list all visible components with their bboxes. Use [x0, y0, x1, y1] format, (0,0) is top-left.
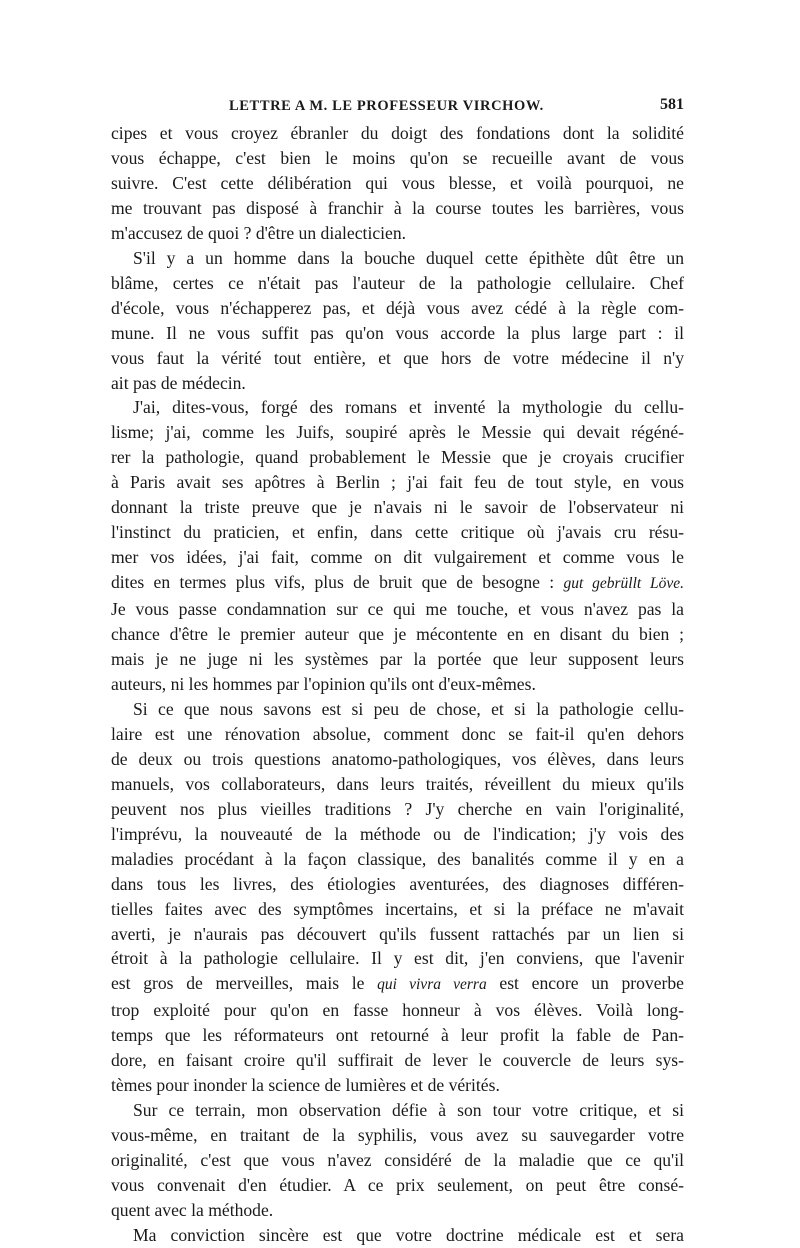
italic-quote: qui vivra verra [377, 976, 487, 994]
text-line: dans tous les livres, des étiologies aventurées, des diagnoses différen- [111, 873, 684, 894]
page-number: 581 [660, 96, 684, 113]
text-line: l'imprévu, la nouveauté de la méthode ou de l'indication; j'y vois des [111, 823, 684, 844]
paragraph [111, 697, 684, 1098]
text-line: quent avec la méthode. [111, 1199, 274, 1220]
text-line: l'instinct du praticien, et enfin, dans cette critique où j'avais cru résu- [111, 522, 684, 543]
text-line: étroit à la pathologie cellulaire. Il y est dit, j'en conviens, que l'avenir [111, 948, 684, 969]
text-line: Sur ce terrain, mon observation défie à son tour votre critique, et si [133, 1100, 684, 1121]
text-line: mais je ne juge ni les systèmes par la portée que leur supposent leurs [111, 649, 684, 670]
text-line: lisme; j'ai, comme les Juifs, soupiré après le Messie qui devait régéné- [111, 422, 684, 443]
text-line: manuels, vos collaborateurs, dans leurs traités, réveillent du mieux qu'ils [111, 773, 684, 794]
text-line: peuvent nos plus vieilles traditions ? J'y cherche en vain l'originalité, [111, 798, 684, 819]
text-line-with-italic [111, 971, 684, 998]
text-line: Je vous passe condamnation sur ce qui me touche, et vous n'avez pas la [111, 599, 684, 620]
text-line: suivre. C'est cette délibération qui vous blesse, et voilà pourquoi, ne [111, 172, 684, 193]
text-line: J'ai, dites-vous, forgé des romans et inventé la mythologie du cellu- [133, 397, 684, 418]
text-line: chance d'être le premier auteur que je mécontente en en disant du bien ; [111, 624, 684, 645]
line-text: dites en termes plus vifs, plus de bruit que de besogne : [111, 572, 564, 593]
text-line: blâme, certes ce n'était pas l'auteur de la pathologie cellulaire. Chef [111, 272, 684, 293]
text-line: mer vos idées, j'ai fait, comme on dit vulgairement et comme vous le [111, 547, 684, 568]
text-line: rer la pathologie, quand probablement le Messie que je croyais crucifier [111, 447, 684, 468]
text-line: à Paris avait ses apôtres à Berlin ; j'ai fait feu de tout style, en vous [111, 472, 684, 493]
text-line: m'accusez de quoi ? d'être un dialecticien. [111, 222, 407, 243]
italic-quote: gut gebrüllt Löve. [563, 575, 684, 593]
text-line: Si ce que nous savons est si peu de chose, et si la pathologie cellu- [133, 698, 684, 719]
text-line: vous faut la vérité tout entière, et que hors de votre médecine il n'y [111, 347, 684, 368]
running-title: LETTRE A M. LE PROFESSEUR VIRCHOW. [229, 98, 544, 114]
text-line: S'il y a un homme dans la bouche duquel cette épithète dût être un [133, 247, 684, 268]
text-line: tèmes pour inonder la science de lumières et de vérités. [111, 1075, 500, 1096]
text-line: auteurs, ni les hommes par l'opinion qu'ils ont d'eux-mêmes. [111, 673, 536, 694]
text-line: vous échappe, c'est bien le moins qu'on se recueille avant de vous [111, 147, 684, 168]
text-line: dore, en faisant croire qu'il suffirait de lever le couvercle de leurs sys- [111, 1050, 684, 1071]
text-line: averti, je n'aurais pas découvert qu'ils fussent rattachés par un lien si [111, 923, 684, 944]
text-line: originalité, c'est que vous n'avez considéré de la maladie que ce qu'il [111, 1150, 684, 1171]
book-page [111, 93, 684, 1248]
paragraph [111, 395, 684, 696]
body-text [111, 121, 684, 1248]
text-line: donnant la triste preuve que je n'avais ni le savoir de l'observateur ni [111, 497, 684, 518]
text-line: temps que les réformateurs ont retourné à leur profit la fable de Pan- [111, 1025, 684, 1046]
text-line: de deux ou trois questions anatomo-pathologiques, vos élèves, dans leurs [111, 748, 684, 769]
text-line: d'école, vous n'échapperez pas, et déjà vous avez cédé à la règle com- [111, 297, 684, 318]
paragraph [111, 121, 684, 246]
text-line: cipes et vous croyez ébranler du doigt des fondations dont la solidité [111, 123, 684, 143]
text-line: vous-même, en traitant de la syphilis, vous avez su sauvegarder votre [111, 1125, 684, 1146]
paragraph [111, 246, 684, 396]
line-text: est gros de merveilles, mais le [111, 973, 378, 994]
paragraph [111, 1223, 684, 1248]
text-line: me trouvant pas disposé à franchir à la course toutes les barrières, vous [111, 197, 684, 218]
line-text: est encore un proverbe [486, 973, 684, 994]
running-head [111, 93, 684, 119]
text-line: trop exploité pour qu'on en fasse honneur à vos élèves. Voilà long- [111, 1000, 684, 1021]
text-line: mune. Il ne vous suffit pas qu'on vous accorde la plus large part : il [111, 322, 684, 343]
text-line: laire est une rénovation absolue, comment donc se fait-il qu'en dehors [111, 723, 684, 744]
text-line: Ma conviction sincère est que votre doctrine médicale est et sera [133, 1224, 684, 1245]
text-line: vous convenait d'en étudier. A ce prix seulement, on peut être consé- [111, 1175, 684, 1196]
text-line: ait pas de médecin. [111, 372, 246, 393]
text-line: maladies procédant à la façon classique, des banalités comme il y en a [111, 848, 684, 869]
text-line: tielles faites avec des symptômes incertains, et si la préface ne m'avait [111, 898, 684, 919]
paragraph [111, 1098, 684, 1223]
text-line-with-italic [111, 570, 684, 597]
